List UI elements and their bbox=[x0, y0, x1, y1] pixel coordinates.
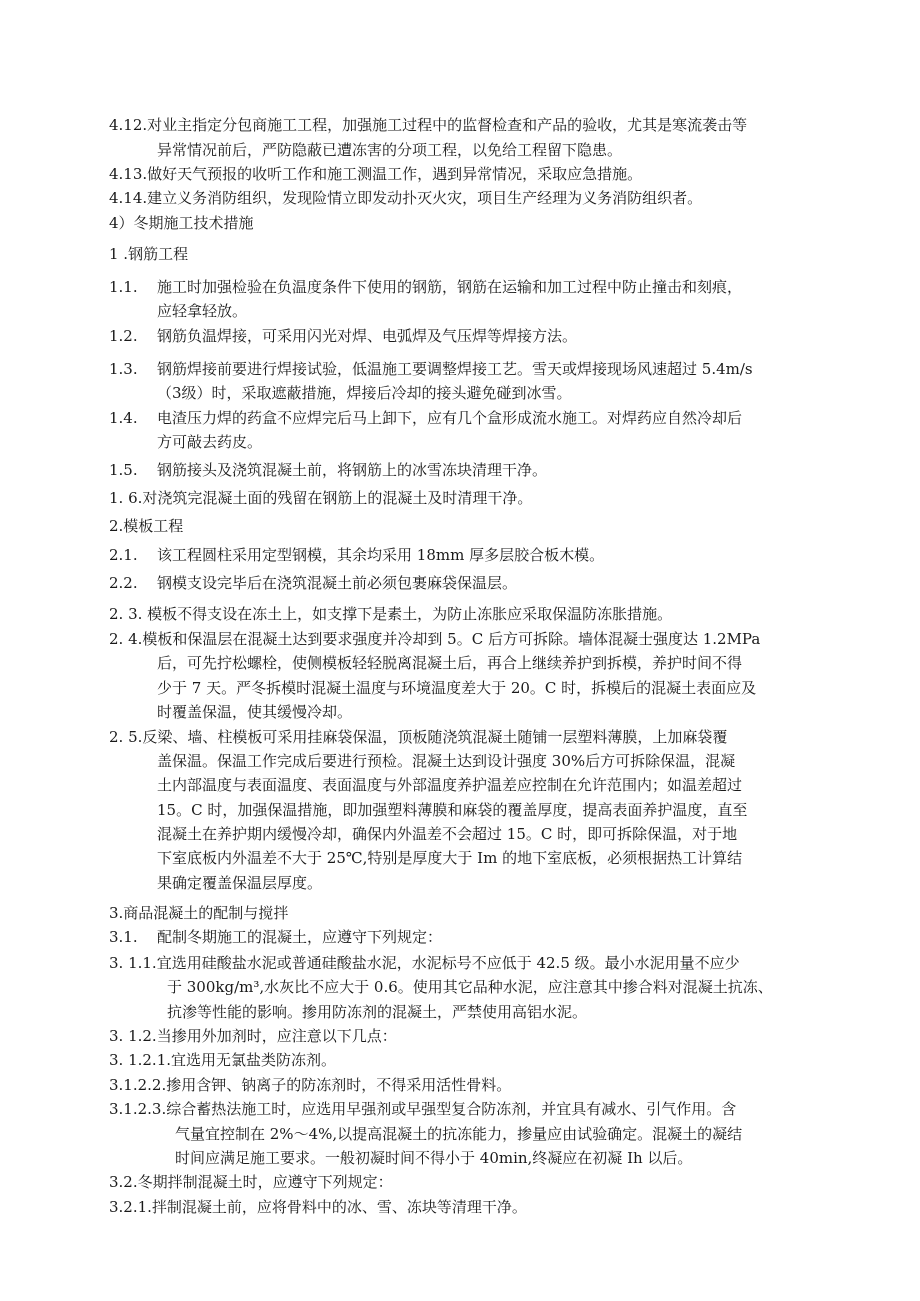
item-1-4-cont: 方可敲去药皮。 bbox=[157, 433, 263, 451]
section-heading-concrete: 3.商品混凝土的配制与搅拌 bbox=[109, 904, 289, 922]
item-3-1-1-line-1: 3. 1.1.宜选用硅酸盐水泥或普通硅酸盐水泥，水泥标号不应低于 42.5 级。最小水泥用量不应少 bbox=[109, 954, 740, 972]
item-1-2 bbox=[109, 326, 577, 346]
item-1-3 bbox=[109, 359, 753, 379]
item-3-1-2-3-line-2: 气量宜控制在 2%～4%,以提高混凝土的抗冻能力，掺量应由试验确定。混凝土的凝结 bbox=[175, 1125, 743, 1143]
para-4-13: 4.13.做好天气预报的收听工作和施工测温工作，遇到异常情况，采取应急措施。 bbox=[109, 165, 643, 183]
item-2-2 bbox=[109, 573, 517, 593]
para-4-12-line-2: 异常情况前后，严防隐蔽已遭冻害的分项工程，以免给工程留下隐患。 bbox=[157, 141, 623, 159]
section-heading-formwork: 2.模板工程 bbox=[109, 517, 184, 535]
item-3-1-2-3-line-1: 3.1.2.3.综合蓄热法施工时，应选用早强剂或早强型复合防冻剂，并宜具有减水、引气作用。含 bbox=[109, 1100, 737, 1118]
item-text: 钢筋焊接前要进行焊接试验，低温施工要调整焊接工艺。雪天或焊接现场风速超过 5.4m∕s bbox=[157, 360, 753, 378]
item-1-5 bbox=[109, 460, 547, 480]
item-number: 2.1. bbox=[109, 546, 138, 564]
item-3-1-2: 3. 1.2.当掺用外加剂时，应注意以下几点： bbox=[109, 1027, 397, 1045]
item-3-1-2-1: 3. 1.2.1.宜选用无氯盐类防冻剂。 bbox=[109, 1051, 337, 1069]
item-2-4-line-1: 2. 4.模板和保温层在混凝土达到要求强度并冷却到 5。C 后方可拆除。墙体混凝士强度达 1.2MPa bbox=[109, 630, 761, 648]
item-1-4 bbox=[109, 408, 742, 428]
item-3-1-1-line-3: 抗渗等性能的影响。掺用防冻剂的混凝土，严禁使用高铝水泥。 bbox=[167, 1003, 588, 1021]
item-number: 1.4. bbox=[109, 409, 138, 427]
item-2-5-line-4: 15。C 时，加强保温措施，即加强塑料薄膜和麻袋的覆盖厚度，提高表面养护温度，直至 bbox=[157, 801, 748, 819]
item-text: 钢筋接头及浇筑混凝土前，将钢筋上的冰雪冻块清理干净。 bbox=[157, 461, 548, 479]
item-text: 该工程圆柱采用定型钢模，其余均采用 18mm 厚多层胶合板木模。 bbox=[157, 546, 605, 564]
item-2-5-line-7: 果确定覆盖保温层厚度。 bbox=[157, 874, 323, 892]
item-3-1-1-line-2: 于 300kg∕m³,水灰比不应大于 0.6。使用其它品种水泥，应注意其中掺合料对混凝土抗冻、 bbox=[167, 978, 773, 996]
item-1-1-cont: 应轻拿轻放。 bbox=[157, 302, 248, 320]
item-2-1 bbox=[109, 545, 604, 565]
item-number: 1.1. bbox=[109, 278, 138, 296]
item-3-2: 3.2.冬期拌制混凝土时，应遵守下列规定： bbox=[109, 1173, 393, 1191]
section-heading-rebar: 1 .钢筋工程 bbox=[109, 245, 189, 263]
item-2-5-line-1: 2. 5.反梁、墙、柱模板可采用挂麻袋保温，顶板随浇筑混凝土随铺一层塑料薄膜，上加麻袋覆 bbox=[109, 728, 728, 746]
item-number: 1.3. bbox=[109, 360, 138, 378]
item-number: 2.2. bbox=[109, 574, 138, 592]
item-text: 钢筋负温焊接，可采用闪光对焊、电弧焊及气压焊等焊接方法。 bbox=[157, 327, 578, 345]
item-text: 电渣压力焊的药盒不应焊完后马上卸下，应有几个盒形成流水施工。对焊药应自然冷却后 bbox=[157, 409, 743, 427]
item-2-4-line-2: 后，可先拧松螺栓，使侧模板轻轻脱离混凝土后，再合上继续养护到拆模，养护时间不得 bbox=[157, 654, 743, 672]
item-2-5-line-2: 盖保温。保温工作完成后要进行预检。混凝土达到设计强度 30%后方可拆除保温，混凝 bbox=[157, 752, 736, 770]
section-heading-winter-measures: 4）冬期施工技术措施 bbox=[109, 214, 254, 232]
item-text: 施工时加强检验在负温度条件下使用的钢筋，钢筋在运输和加工过程中防止撞击和刻痕， bbox=[157, 278, 743, 296]
item-1-6: 1. 6.对浇筑完混凝土面的残留在钢筋上的混凝土及时清理干净。 bbox=[109, 489, 533, 507]
item-number: 1.5. bbox=[109, 461, 138, 479]
item-2-5-line-6: 下室底板内外温差不大于 25℃,特别是厚度大于 Im 的地下室底板，必须根据热工计算结 bbox=[157, 849, 743, 867]
item-1-1 bbox=[109, 277, 742, 297]
item-text: 配制冬期施工的混凝土，应遵守下列规定： bbox=[157, 928, 443, 946]
para-4-12-line-1: 4.12.对业主指定分包商施工工程，加强施工过程中的监督检查和产品的验收，尤其是寒流袭击等 bbox=[109, 116, 748, 134]
item-3-2-1: 3.2.1.拌制混凝土前，应将骨料中的冰、雪、冻块等清理干净。 bbox=[109, 1198, 527, 1216]
item-1-3-cont: （3级）时，采取遮蔽措施，焊接后冷却的接头避免碰到冰雪。 bbox=[157, 384, 572, 402]
item-2-5-line-5: 混凝土在养护期内缓慢冷却，确保内外温差不会超过 15。C 时，即可拆除保温，对于地 bbox=[157, 825, 738, 843]
item-3-1 bbox=[109, 927, 442, 947]
item-2-5-line-3: 土内部温度与表面温度、表面温度与外部温度养护温差应控制在允许范围内；如温差超过 bbox=[157, 776, 743, 794]
item-2-4-line-3: 少于 7 天。严冬拆模时混凝土温度与环境温度差大于 20。C 时，拆模后的混凝土表面应及 bbox=[157, 679, 757, 697]
item-2-4-line-4: 时覆盖保温，使其缓慢冷却。 bbox=[157, 703, 353, 721]
item-2-3: 2. 3. 模板不得支设在冻土上，如支撑下是素土，为防止冻胀应采取保温防冻胀措施。 bbox=[109, 605, 673, 623]
item-3-1-2-3-line-3: 时间应满足施工要求。一般初凝时间不得小于 40min,终凝应在初凝 Ih 以后。 bbox=[175, 1149, 693, 1167]
item-number: 1.2. bbox=[109, 327, 138, 345]
item-3-1-2-2: 3.1.2.2.掺用含钾、钠离子的防冻剂时，不得采用活性骨料。 bbox=[109, 1076, 512, 1094]
para-4-14: 4.14.建立义务消防组织，发现险情立即发动扑灭火灾，项目生产经理为义务消防组织者。 bbox=[109, 189, 703, 207]
item-text: 钢模支设完毕后在浇筑混凝土前必须包裹麻袋保温层。 bbox=[157, 574, 518, 592]
item-number: 3.1. bbox=[109, 928, 138, 946]
